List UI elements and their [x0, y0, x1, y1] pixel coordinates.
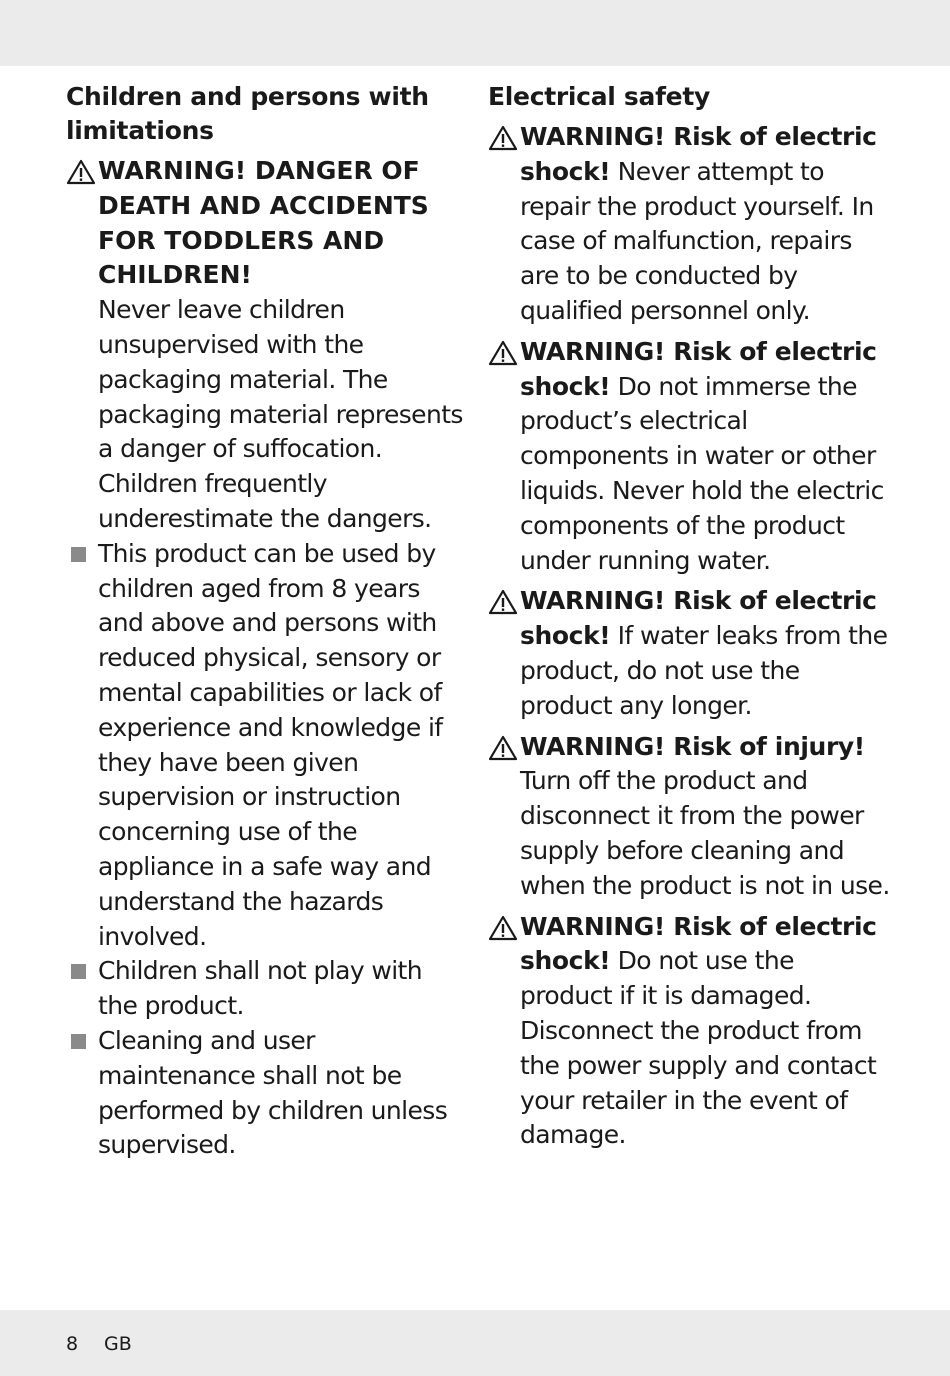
warning-body: Do not immerse the product’s electrical components in water or other liquids. Never hold the electric components of the product under running water.: [520, 371, 884, 575]
warning-body: Turn off the product and disconnect it from the power supply before cleaning and when the product is not in use.: [520, 766, 890, 900]
right-column: [488, 80, 893, 1153]
warning-title: WARNING! DANGER OF DEATH AND ACCIDENTS FOR TODDLERS AND CHILDREN!: [98, 156, 429, 290]
language-code: GB: [104, 1333, 132, 1355]
warning-body: Never attempt to repair the product yourself. In case of malfunction, repairs are to be conducted by qualified personnel only.: [520, 156, 874, 325]
bullet-text: Cleaning and user maintenance shall not be performed by children unless supervised.: [98, 1025, 448, 1160]
warning-injury: [488, 730, 893, 904]
section-heading-children: Children and persons with limitations: [66, 82, 429, 145]
square-bullet-icon: [71, 547, 86, 562]
warning-title: WARNING! Risk of electric shock!: [520, 122, 877, 186]
warning-electric-shock-leak: [488, 584, 893, 723]
warning-title: WARNING! Risk of injury!: [520, 731, 865, 761]
top-band: [0, 0, 950, 66]
page-number: 8: [66, 1333, 79, 1355]
square-bullet-icon: [71, 1034, 86, 1049]
warning-children: [66, 154, 466, 537]
bullet-item: [66, 537, 466, 955]
warning-body: Do not use the product if it is damaged. Disconnect the product from the power supply and contact your retailer in the event of damage.: [520, 946, 877, 1150]
warning-triangle-icon: [66, 159, 96, 185]
warning-triangle-icon: [488, 125, 518, 151]
warning-body: Never leave children unsupervised with the packaging material. The packaging material represents a danger of suffocation. Children frequently underestimate the dangers.: [98, 295, 463, 533]
warning-triangle-icon: [488, 589, 518, 615]
bullet-text: Children shall not play with the product.: [98, 956, 422, 1021]
warning-triangle-icon: [488, 915, 518, 941]
warning-title: WARNING! Risk of electric shock!: [520, 911, 877, 976]
left-column: [66, 80, 466, 1163]
warning-title: WARNING! Risk of electric shock!: [520, 336, 877, 401]
warning-electric-shock-immerse: [488, 335, 893, 579]
warning-electric-shock-damaged: [488, 910, 893, 1154]
bullet-text: This product can be used by children aged from 8 years and above and persons with reduced physical, sensory or mental capabilities or lack of experience and knowledge if they have been given supervision or instruction concerning use of the appliance in a safe way and understand the hazards involved.: [98, 538, 443, 951]
warning-electric-shock-repair: [488, 120, 893, 329]
section-heading-electrical: Electrical safety: [488, 82, 710, 111]
warning-triangle-icon: [488, 340, 518, 366]
bullet-item: [66, 1024, 466, 1163]
square-bullet-icon: [71, 964, 86, 979]
warning-title: WARNING! Risk of electric shock!: [520, 586, 877, 651]
bottom-band: [0, 1310, 950, 1376]
warning-triangle-icon: [488, 735, 518, 761]
warning-body: If water leaks from the product, do not use the product any longer.: [520, 621, 888, 720]
bullet-item: [66, 954, 466, 1024]
